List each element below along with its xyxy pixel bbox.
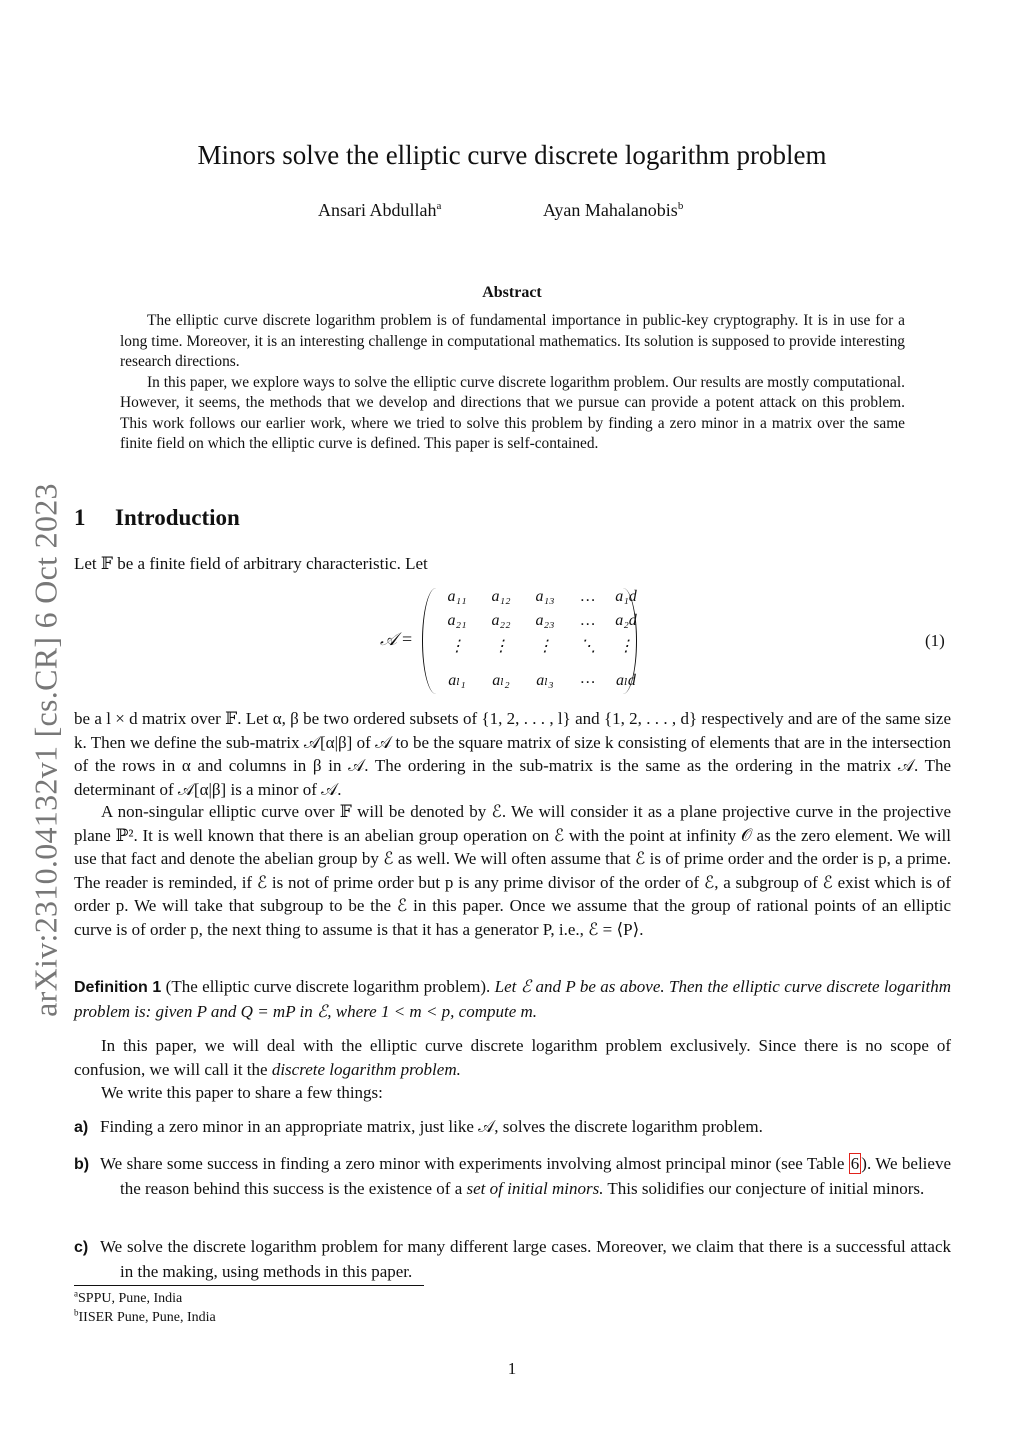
- list-item-a-label: a): [74, 1119, 89, 1136]
- definition-1: [74, 975, 951, 1024]
- abstract-paragraph-1: The elliptic curve discrete logarithm problem is of fundamental importance in public-key cryptography. It is in use for a long time. Moreover, it is an interesting challenge in computational mathematics. Its solution is supposed to provide interesting research directions.: [120, 312, 905, 370]
- matrix-cell: a₁d: [615, 588, 637, 605]
- intro-line: [74, 552, 951, 576]
- paragraph-3-emphasis: discrete logarithm problem.: [271, 1059, 461, 1079]
- author-2-name: Ayan Mahalanobis: [543, 200, 678, 220]
- list-item-b-text-3: This solidifies our conjecture of initial minors.: [603, 1178, 925, 1198]
- list-item-c-label: c): [74, 1239, 89, 1256]
- matrix-cell: ⋮: [493, 638, 509, 655]
- list-item-c: [74, 1235, 951, 1283]
- list-item-b-text-2: ). We believe the reason behind this success is the existence of a: [120, 1154, 951, 1198]
- matrix-cell: a₂d: [615, 612, 637, 629]
- matrix-cell: …: [580, 612, 596, 629]
- page-number: 1: [507, 1359, 517, 1378]
- matrix-cell: aₗ₂: [492, 672, 510, 689]
- matrix-cell: aₗ₃: [536, 672, 554, 689]
- paragraph-2-text: A non-singular elliptic curve over 𝔽 will be denoted by ℰ. We will consider it as a plane projective curve in the projective plane ℙ². It is well known that there is an abelian group operation on ℰ with the point at infinity 𝒪 as the zero element. We will use that fact and denote the abelian group by ℰ as well. We will often assume that ℰ is of prime order and the order is p, a prime. The reader is reminded, if ℰ is not of prime order but p is any prime divisor of the order of ℰ, a subgroup of ℰ exist which is of order p. We will take that subgroup to be the ℰ in this paper. Once we assume that the group of rational points of an elliptic curve is of order p, the next thing to assume is that it has a generator P, i.e., ℰ = ⟨P⟩.: [74, 802, 951, 939]
- intro-line-text: Let 𝔽 be a finite field of arbitrary characteristic. Let: [74, 554, 428, 573]
- author-2-mark: b: [677, 200, 684, 212]
- list-item-b-emphasis: set of initial minors.: [466, 1178, 604, 1198]
- definition-text: Let ℰ and P be as above. Then the elliptic curve discrete logarithm problem is: given P and Q = mP in ℰ, where 1 < m < p, compute m.: [74, 977, 952, 1021]
- matrix-cell: aₗd: [616, 672, 636, 689]
- footnote-b-mark: b: [74, 1307, 79, 1318]
- section-number: 1: [74, 505, 86, 530]
- matrix-cell: aₗ₁: [448, 672, 466, 689]
- author-2: [543, 200, 683, 221]
- paragraph-3-text: [74, 1034, 951, 1081]
- list-item-b: [74, 1152, 951, 1200]
- matrix-cell: a₂₂: [491, 612, 511, 629]
- paragraph-2: [74, 800, 951, 941]
- footnote-a-mark: a: [74, 1288, 78, 1299]
- matrix-equals: =: [402, 629, 413, 649]
- matrix-cell: a₁₃: [535, 588, 555, 605]
- matrix-cell: ⋮: [618, 638, 634, 655]
- matrix-cell: …: [580, 588, 596, 605]
- matrix-label: 𝒜: [380, 629, 398, 649]
- matrix-entries: [435, 588, 637, 696]
- list-item-c-text: We solve the discrete logarithm problem for many different large cases. Moreover, we claim that there is a successful attack in the making, using methods in this paper.: [100, 1237, 951, 1281]
- paragraph-3: [74, 1034, 951, 1105]
- author-1-name: Ansari Abdullah: [318, 200, 437, 220]
- footnote-b: [74, 1307, 216, 1326]
- arxiv-identifier: [24, 460, 68, 1040]
- matrix-cell: a₁₂: [491, 588, 511, 605]
- author-1: [318, 200, 441, 221]
- matrix-cell: ⋮: [449, 638, 465, 655]
- matrix-cell: ⋱: [580, 638, 596, 655]
- section-title: Introduction: [115, 505, 240, 530]
- paragraph-3-main: In this paper, we will deal with the elliptic curve discrete logarithm problem exclusively. Since there is no scope of confusion, we will call it the: [74, 1036, 951, 1079]
- list-item-b-text-1: We share some success in finding a zero minor with experiments involving almost principal minor (see Table: [100, 1154, 849, 1173]
- matrix-cell: …: [580, 670, 596, 687]
- definition-name: (The elliptic curve discrete logarithm problem).: [165, 977, 491, 996]
- arxiv-identifier-text: arXiv:2310.04132v1 [cs.CR] 6 Oct 2023: [27, 483, 64, 1017]
- matrix-cell: a₂₁: [447, 612, 467, 629]
- definition-label: Definition 1: [74, 979, 162, 996]
- abstract-body: [120, 311, 905, 455]
- matrix-cell: a₁₁: [447, 588, 467, 605]
- abstract-heading: Abstract: [482, 284, 542, 301]
- paragraph-4-text: We write this paper to share a few things:: [101, 1083, 383, 1102]
- list-item-b-label: b): [74, 1156, 90, 1173]
- paragraph-1: [74, 707, 951, 801]
- matrix-cell: ⋮: [537, 638, 553, 655]
- equation-number: (1): [925, 631, 945, 650]
- footnote-a-text: SPPU, Pune, India: [78, 1291, 183, 1306]
- author-1-mark: a: [436, 200, 442, 212]
- abstract-paragraph-2: In this paper, we explore ways to solve the elliptic curve discrete logarithm problem. Our results are mostly computational. However, it seems, the methods that we develop and directions that we pursue can provide a potent attack on this problem. This work follows our earlier work, where we tried to solve this problem by finding a zero minor in a matrix over the same finite field on which the elliptic curve is defined. This paper is self-contained.: [120, 373, 905, 452]
- list-item-a-text: Finding a zero minor in an appropriate matrix, just like 𝒜, solves the discrete logarithm problem.: [100, 1117, 763, 1136]
- matrix-cell: a₂₃: [535, 612, 555, 629]
- footnote-a: [74, 1288, 183, 1307]
- footnote-rule: [74, 1285, 424, 1286]
- table-reference-link[interactable]: 6: [850, 1154, 860, 1173]
- list-item-a: [74, 1115, 951, 1140]
- matrix-equation: [380, 588, 650, 698]
- section-heading: [74, 505, 240, 531]
- paper-title: Minors solve the elliptic curve discrete logarithm problem: [197, 140, 827, 170]
- paragraph-1-text: be a l × d matrix over 𝔽. Let α, β be two ordered subsets of {1, 2, . . . , l} and {1, 2, . . . , d} respectively and are of the same size k. Then we define the sub-matrix 𝒜[α|β] of 𝒜 to be the square matrix of size k consisting of elements that are in the intersection of the rows in α and columns in β in 𝒜. The ordering in the sub-matrix is the same as the ordering in the matrix 𝒜. The determinant of 𝒜[α|β] is a minor of 𝒜.: [74, 709, 951, 799]
- footnote-b-text: IISER Pune, Pune, India: [78, 1310, 216, 1325]
